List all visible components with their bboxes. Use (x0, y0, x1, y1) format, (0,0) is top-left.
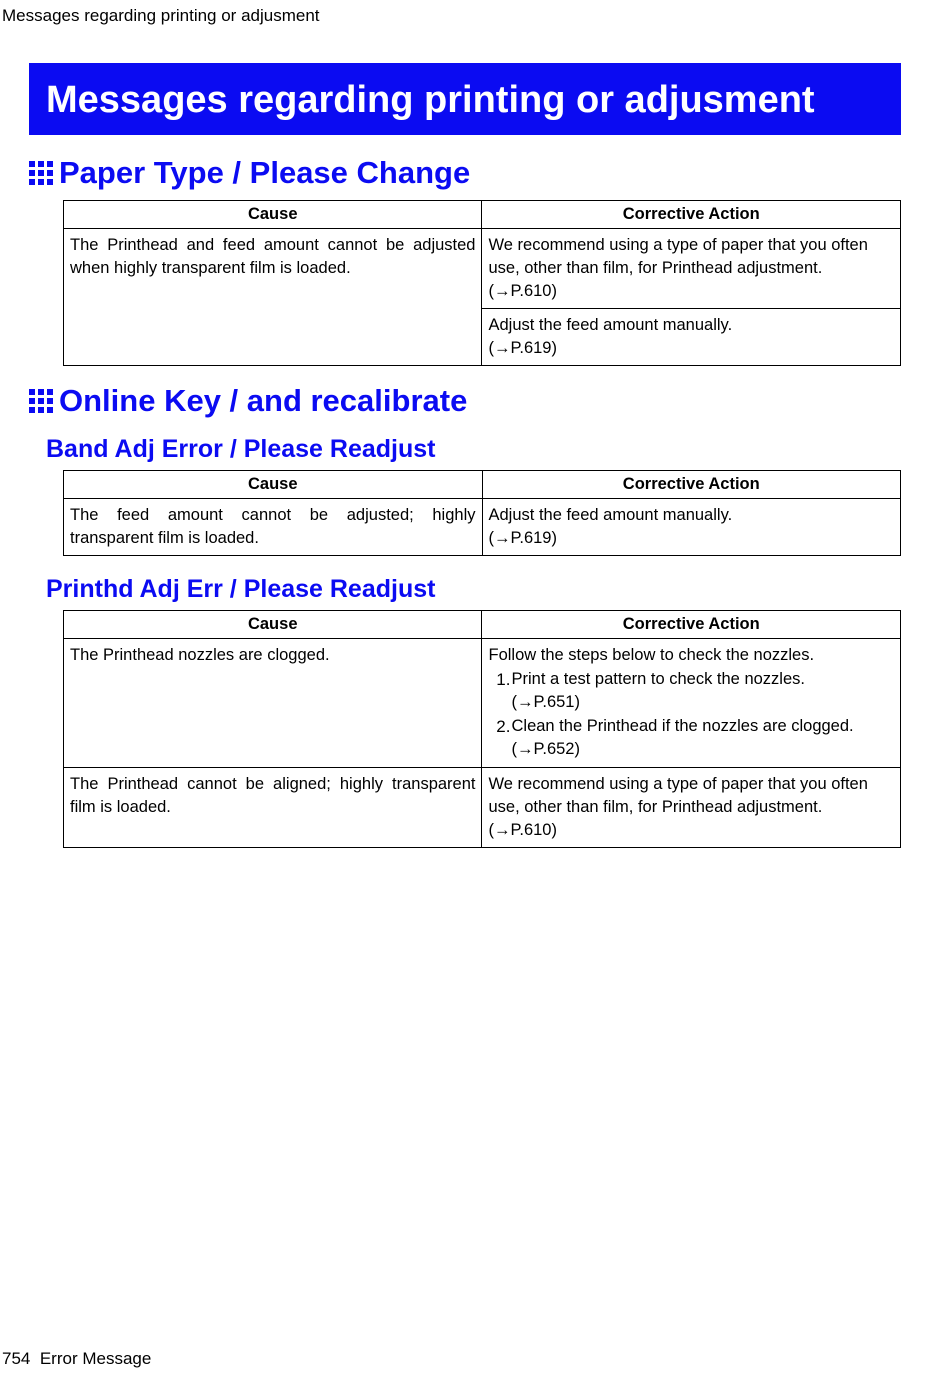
action-cell (482, 499, 901, 556)
page-reference: (→P.610) (488, 821, 557, 839)
running-head: Messages regarding printing or adjusment (2, 6, 320, 25)
step-item (488, 668, 894, 714)
cause-header: Cause (64, 201, 482, 229)
footer-section: Error Message (39, 1349, 152, 1368)
printhd-adj-table (63, 610, 901, 848)
cause-header: Cause (64, 471, 483, 499)
cause-cell: The Printhead and feed amount cannot be adjusted when highly transparent film is loaded. (64, 229, 482, 366)
grid-icon (29, 389, 54, 414)
page-reference: (→P.652) (511, 740, 580, 758)
subsection-heading-band-adj: Band Adj Error / Please Readjust (46, 435, 436, 463)
action-cell (482, 229, 901, 309)
cause-cell: The feed amount cannot be adjusted; highly transparent film is loaded. (64, 499, 483, 556)
action-text: Adjust the feed amount manually. (488, 316, 733, 334)
page-number: 754 (2, 1349, 31, 1368)
page-title-banner: Messages regarding printing or adjusment (29, 63, 901, 135)
action-cell (482, 768, 901, 848)
corrective-action-header: Corrective Action (482, 471, 901, 499)
action-text: Follow the steps below to check the nozzles. (488, 646, 815, 664)
step-number: 2. (496, 717, 511, 736)
action-cell (482, 309, 901, 366)
action-text: Adjust the feed amount manually. (488, 506, 733, 524)
grid-icon (29, 161, 54, 186)
subsection-heading-printhd-adj: Printhd Adj Err / Please Readjust (46, 575, 436, 603)
page-reference: (→P.619) (488, 339, 557, 357)
corrective-action-header: Corrective Action (482, 611, 901, 639)
section-heading-online-key (29, 383, 467, 419)
cause-header: Cause (64, 611, 482, 639)
step-text: Print a test pattern to check the nozzles. (511, 670, 805, 688)
page-reference: (→P.610) (488, 282, 557, 300)
action-text: We recommend using a type of paper that you often use, other than film, for Printhead adjustment. (488, 775, 868, 816)
section-title: Paper Type / Please Change (59, 155, 471, 190)
cause-cell: The Printhead nozzles are clogged. (64, 639, 482, 768)
band-adj-table (63, 470, 901, 556)
page-reference: (→P.651) (511, 693, 580, 711)
page-reference: (→P.619) (488, 529, 557, 547)
page-footer (2, 1349, 151, 1369)
section-heading-paper-type (29, 155, 470, 191)
step-item (488, 715, 894, 761)
action-cell (482, 639, 901, 768)
step-text: Clean the Printhead if the nozzles are clogged. (511, 717, 854, 735)
step-number: 1. (496, 670, 511, 689)
action-text: We recommend using a type of paper that you often use, other than film, for Printhead adjustment. (488, 236, 868, 277)
cause-cell: The Printhead cannot be aligned; highly transparent film is loaded. (64, 768, 482, 848)
corrective-action-header: Corrective Action (482, 201, 901, 229)
paper-type-table (63, 200, 901, 366)
section-title: Online Key / and recalibrate (59, 383, 468, 418)
